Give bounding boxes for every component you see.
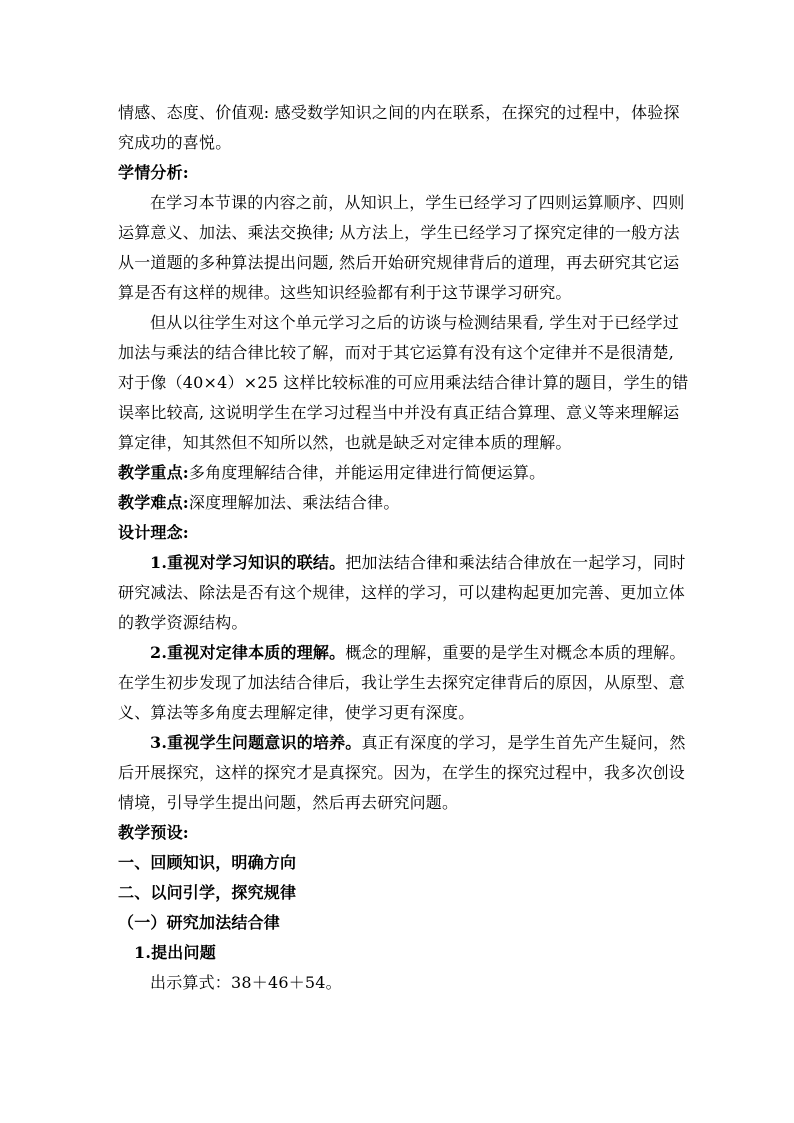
step-1-text: 出示算式：38＋46＋54。	[150, 973, 342, 992]
design-item1-first: 把加法结合律和乘法结合律放在一起学习，同时	[345, 553, 686, 572]
learner-para2-line-5: 算定律，知其然但不知所以然，也就是缺乏对定律本质的理解。	[118, 433, 572, 452]
document-page	[118, 98, 689, 998]
design-item2-line-1	[118, 638, 686, 668]
design-item3-line-1	[118, 728, 686, 758]
design-item3-line-2: 后开展探究，这样的探究才是真探究。因为，在学生的探究过程中，我多次创设	[118, 763, 686, 782]
design-item2-first: 概念的理解，重要的是学生对概念本质的理解。	[345, 643, 686, 662]
design-concept-heading: 设计理念:	[118, 523, 189, 542]
key-point-line	[118, 458, 678, 488]
design-item1-line-1	[118, 548, 686, 578]
design-item2-title: 2.重视对定律本质的理解。	[150, 643, 346, 662]
step-1-title: 1.提出问题	[134, 943, 216, 962]
design-item3-first: 真正有深度的学习，是学生首先产生疑问，然	[361, 733, 686, 752]
key-point-text: 多角度理解结合律，并能运用定律进行简便运算。	[188, 463, 546, 482]
difficult-point-text: 深度理解加法、乘法结合律。	[188, 493, 400, 512]
design-item1-line-3: 的教学资源结构。	[118, 613, 248, 632]
learner-para1-line-2: 运算意义、加法、乘法交换律; 从方法上，学生已经学习了探究定律的一般方法	[118, 223, 680, 242]
difficult-point-line	[118, 488, 678, 518]
design-item1-line-2: 研究减法、除法是否有这个规律，这样的学习，可以建构起更加完善、更加立体	[118, 583, 686, 602]
section-2-title: 二、以问引学，探究规律	[118, 883, 297, 902]
learner-analysis-heading: 学情分析:	[118, 163, 189, 182]
learner-para2-line-1: 但从以往学生对这个单元学习之后的访谈与检测结果看, 学生对于已经学过	[150, 313, 679, 332]
learner-para1-line-1: 在学习本节课的内容之前，从知识上，学生已经学习了四则运算顺序、四则	[150, 193, 685, 212]
difficult-point-label: 教学难点:	[118, 493, 189, 512]
learner-para2-line-4: 误率比较高, 这说明学生在学习过程当中并没有真正结合算理、意义等来理解运	[118, 403, 680, 422]
key-point-label: 教学重点:	[118, 463, 189, 482]
subsection-1-title: （一）研究加法结合律	[118, 913, 281, 932]
teaching-preset-heading: 教学预设:	[118, 823, 189, 842]
learner-para1-line-4: 算是否有这样的规律。这些知识经验都有利于这节课学习研究。	[118, 283, 572, 302]
design-item2-line-3: 义、算法等多角度去理解定律，使学习更有深度。	[118, 703, 475, 722]
design-item3-title: 3.重视学生问题意识的培养。	[150, 733, 362, 752]
emotion-line-1: 情感、态度、价值观: 感受数学知识之间的内在联系，在探究的过程中，体验探	[118, 103, 680, 122]
learner-para2-line-2: 加法与乘法的结合律比较了解，而对于其它运算有没有这个定律并不是很清楚,	[118, 343, 675, 362]
learner-para1-line-3: 从一道题的多种算法提出问题, 然后开始研究规律背后的道理，再去研究其它运	[118, 253, 680, 272]
learner-para2-line-3: 对于像（40×4）×25 这样比较标准的可应用乘法结合律计算的题目，学生的错	[118, 373, 689, 392]
section-1-title: 一、回顾知识，明确方向	[118, 853, 297, 872]
design-item3-line-3: 情境，引导学生提出问题，然后再去研究问题。	[118, 793, 459, 812]
emotion-line-2: 究成功的喜悦。	[118, 133, 232, 152]
design-item1-title: 1.重视对学习知识的联结。	[150, 553, 346, 572]
design-item2-line-2: 在学生初步发现了加法结合律后，我让学生去探究定律背后的原因，从原型、意	[118, 673, 686, 692]
